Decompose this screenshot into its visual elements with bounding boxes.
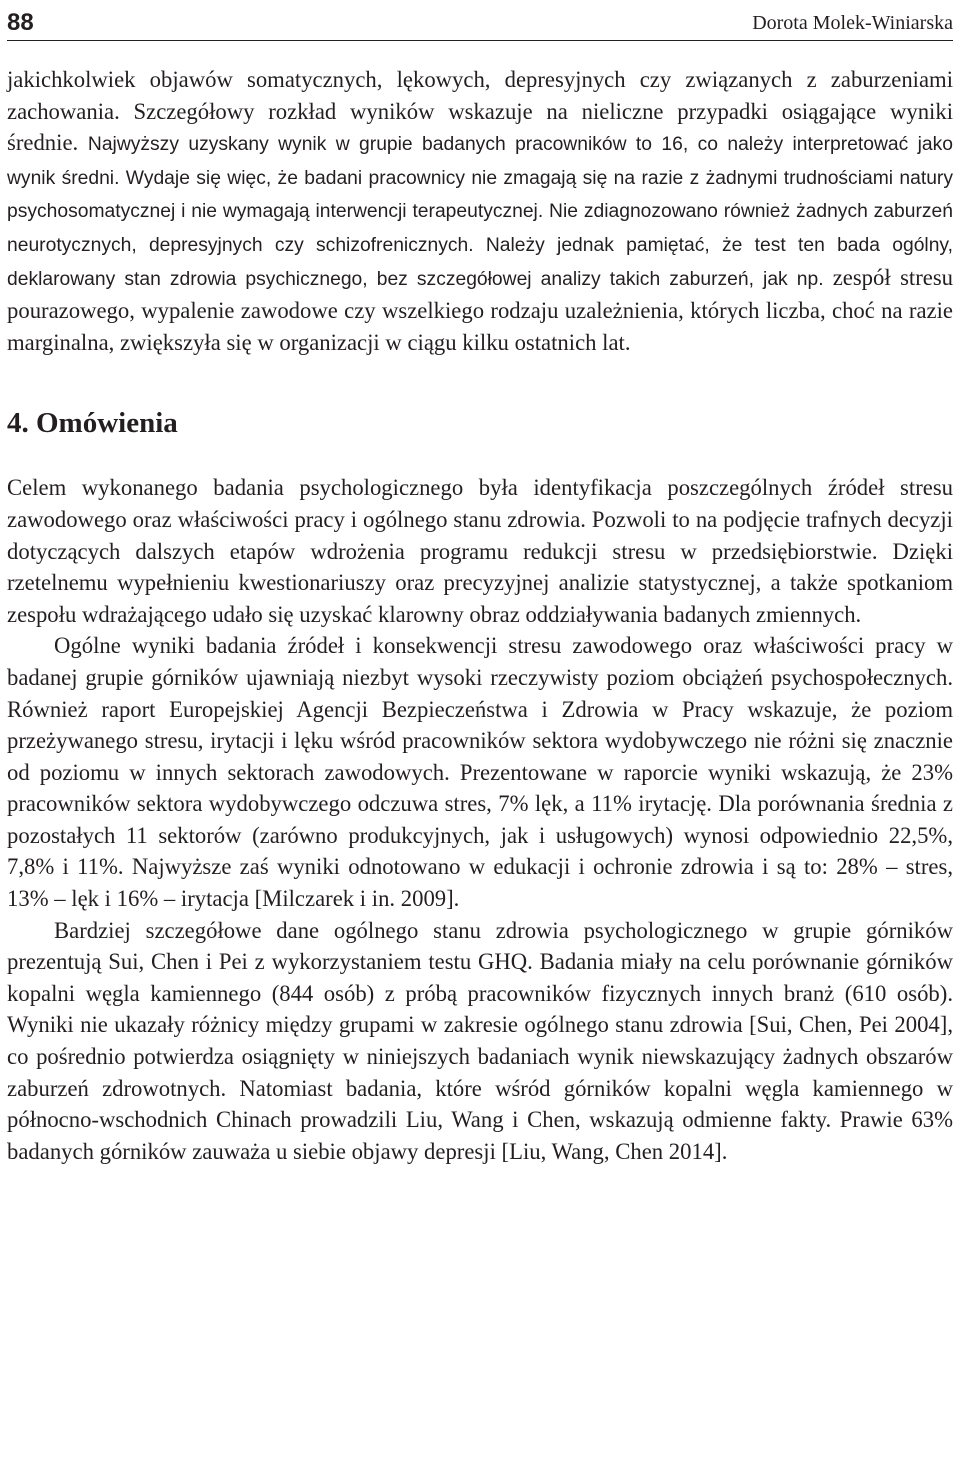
- intro-text-part-1: jakichkolwiek objawów somatycznych, lękowych, depresyjnych czy związanych z zaburzeniami zachowania. Szczegółowy rozkład wyników wskazuje na nieliczne przypadki osiągające wyniki średnie.: [7, 67, 953, 156]
- intro-text-part-2: Najwyższy uzyskany wynik w grupie badanych pracowników to 16, co należy interpretować jako wynik średni. Wydaje się więc, że badani pracownicy nie zmagają się na razie z żadnymi trudnościami natury psychosomatycznej i nie wymagają interwencji terapeutycznej. Nie zdiagnozowano również żadnych zaburzeń neurotycznych, depresyjnych czy schizofrenicznych. Należy jednak pamiętać, że test ten bada ogólny, deklarowany stan zdrowia psychicznego, bez szczegółowej analizy takich zaburzeń, jak np.: [7, 134, 954, 290]
- body-paragraph-1: Celem wykonanego badania psychologicznego była identyfikacja poszczególnych źródeł stresu zawodowego oraz właściwości pracy i ogólnego stanu zdrowia. Pozwoli to na podjęcie trafnych decyzji dotyczących dalszych etapów wdrożenia programu redukcji stresu w przedsiębiorstwie. Dzięki rzetelnemu wypełnieniu kwestionariuszy oraz precyzyjnej analizie statystycznej, a także spotkaniom zespołu wdrażającego udało się uzyskać klarowny obraz oddziaływania badanych zmiennych.: [7, 475, 953, 627]
- running-head-author: Dorota Molek-Winiarska: [752, 12, 953, 34]
- body-paragraph-3: Bardziej szczegółowe dane ogólnego stanu zdrowia psychologicznego w grupie górników prezentują Sui, Chen i Pei z wykorzystaniem testu GHQ. Badania miały na celu porównanie górników kopalni węgla kamiennego (844 osób) z próbą pracowników fizycznych innych branż (610 osób). Wyniki nie ukazały różnicy między grupami w zakresie ogólnego stanu zdrowia [Sui, Chen, Pei 2004], co pośrednio potwierdza osiągnięty w niniejszych badaniach wynik niewskazujący żadnych obszarów zaburzeń zdrowotnych. Natomiast badania, które wśród górników kopalni węgla kamiennego w północno-wschodnich Chinach prowadzili Liu, Wang i Chen, wskazują odmienne fakty. Prawie 63% badanych górników zauważa u siebie objawy depresji [Liu, Wang, Chen 2014].: [7, 917, 953, 1164]
- page-body: [7, 64, 953, 1167]
- section-heading: 4. Omówienia: [7, 407, 178, 440]
- page-number: 88: [7, 9, 34, 36]
- page-header: [7, 0, 953, 38]
- header-rule: [7, 40, 953, 41]
- body-paragraph-2: Ogólne wyniki badania źródeł i konsekwencji stresu zawodowego oraz właściwości pracy w badanej grupie górników ujawniają niezbyt wysoki rzeczywisty poziom obciążeń psychospołecznych. Również raport Europejskiej Agencji Bezpieczeństwa i Zdrowia w Pracy wskazuje, że poziom przeżywanego stresu, irytacji i lęku wśród pracowników sektora wydobywczego nie różni się znacznie od poziomu w innych sektorach zawodowych. Prezentowane w raporcie wyniki wskazują, że 23% pracowników sektora wydobywczego odczuwa stres, 7% lęk, a 11% irytację. Dla porównania średnia z pozostałych 11 sektorów (zarówno produkcyjnych, jak i usługowych) wynosi odpowiednio 22,5%, 7,8% i 11%. Najwyższe zaś wyniki odnotowano w edukacji i ochronie zdrowia i są to: 28% – stres, 13% – lęk i 16% – irytacja [Milczarek i in. 2009].: [7, 633, 953, 912]
- intro-paragraph: [7, 64, 953, 358]
- intro-text-part-3: zespół stresu pourazowego, wypalenie zawodowe czy wszelkiego rodzaju uzależnienia, których liczba, choć na razie marginalna, zwiększyła się w organizacji w ciągu kilku ostatnich lat.: [7, 264, 954, 355]
